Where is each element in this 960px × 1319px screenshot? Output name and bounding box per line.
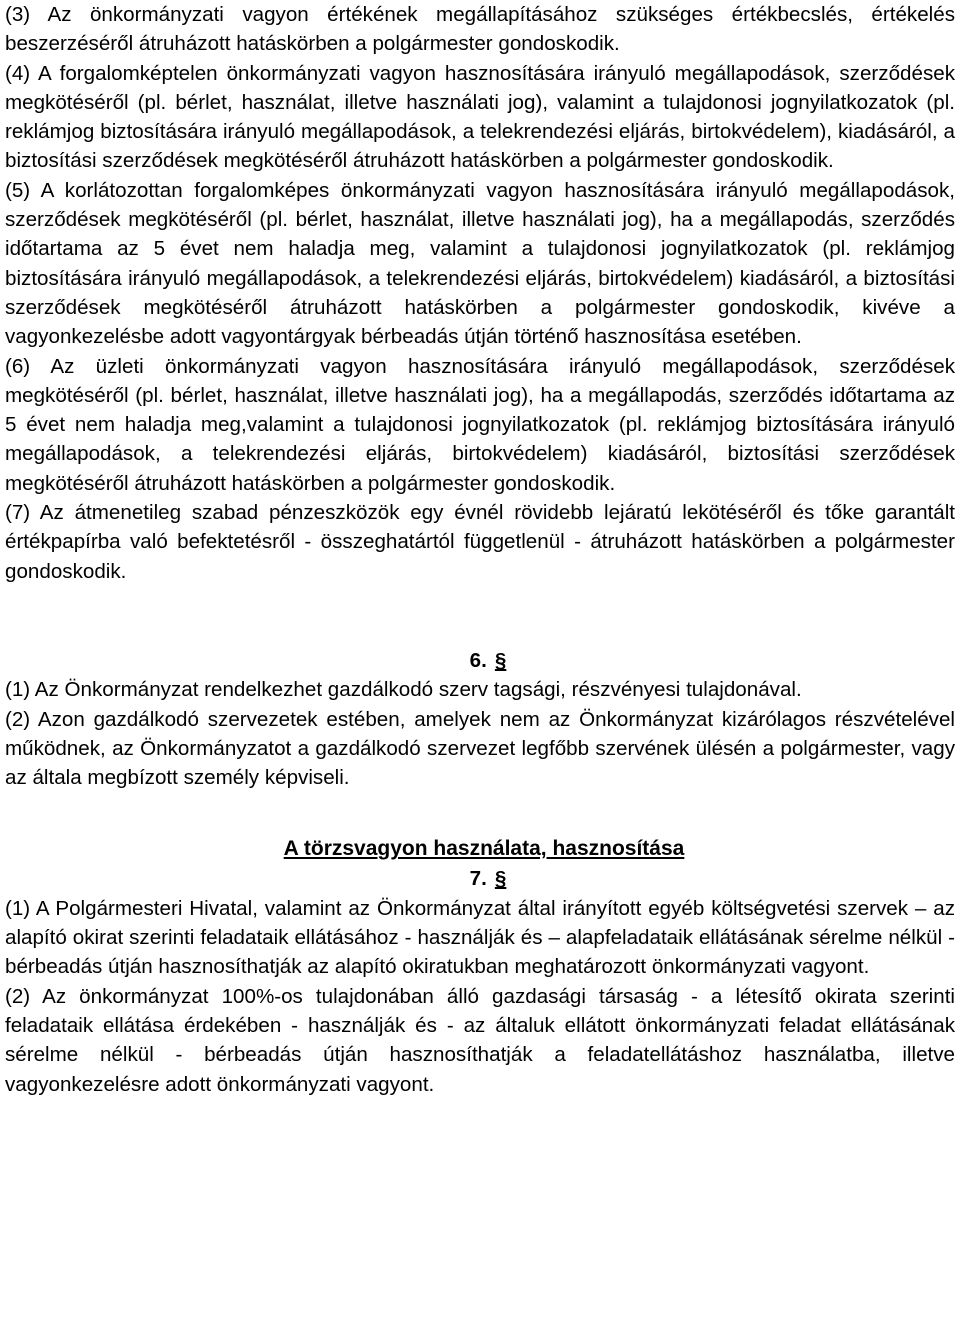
- section-sign-icon: §: [494, 867, 507, 891]
- section-6-number-text: 6.: [469, 648, 487, 672]
- section-7-paragraph-1: (1) A Polgármesteri Hivatal, valamint az Önkormányzat által irányított egyéb költségvetési szervek – az alapító okirat szerinti feladataik ellátásához - használják és – alapfeladataik ellátásának sérelme nélkül - bérbeadás útján hasznosíthatják az alapító okiratukban meghatározott önkormányzati vagyont.: [5, 896, 955, 979]
- section-7-number: [5, 864, 955, 893]
- section-6-number: [5, 646, 955, 675]
- section-sign-icon: §: [494, 648, 507, 672]
- document-page: [5, 0, 955, 1099]
- section-heading: A törzsvagyon használata, hasznosítása: [283, 837, 685, 861]
- spacer: [5, 792, 955, 834]
- spacer: [5, 586, 955, 646]
- section-6-paragraph-1: (1) Az Önkormányzat rendelkezhet gazdálkodó szerv tagsági, részvényesi tulajdonával.: [5, 678, 802, 702]
- section-6-paragraph-2: (2) Azon gazdálkodó szervezetek estében, amelyek nem az Önkormányzat kizárólagos részvételével működnek, az Önkormányzatot a gazdálkodó szervezet legfőbb szervének ülésén a polgármester, vagy az általa megbízott személy képviseli.: [5, 707, 955, 790]
- paragraph-3: (3) Az önkormányzati vagyon értékének megállapításához szükséges értékbecslés, értékelés beszerzéséről átruházott hatáskörben a polgármester gondoskodik.: [5, 3, 955, 56]
- paragraph-5: (5) A korlátozottan forgalomképes önkormányzati vagyon hasznosítására irányuló megállapodások, szerződések megkötéséről (pl. bérlet, használat, illetve használati jog), ha a megállapodás, szerződés időtartama az 5 évet nem haladja meg, valamint a tulajdonosi jognyilatkozatok (pl. reklámjog biztosítására irányuló megállapodások, a telekrendezési eljárás, birtokvédelem) kiadásáról, a biztosítási szerződések megkötéséről átruházott hatáskörben a polgármester gondoskodik, kivéve a vagyonkezelésbe adott vagyontárgyak bérbeadás útján történő hasznosítása esetében.: [5, 178, 955, 349]
- paragraph-4: (4) A forgalomképtelen önkormányzati vagyon hasznosítására irányuló megállapodások, szerződések megkötéséről (pl. bérlet, használat, illetve használati jog), valamint a tulajdonosi jognyilatkozatok (pl. reklámjog biztosítására irányuló megállapodások, a telekrendezési eljárás, birtokvédelem), kiadásáról, a biztosítási szerződések megkötéséről átruházott hatáskörben a polgármester gondoskodik.: [5, 61, 955, 173]
- section-7-paragraph-2: (2) Az önkormányzat 100%-os tulajdonában álló gazdasági társaság - a létesítő okirata szerinti feladataik ellátása érdekében - használják és - az általuk ellátott önkormányzati feladat ellátásának sérelme nélkül - bérbeadás útján hasznosíthatják a feladatellátáshoz használatba, illetve vagyonkezelésre adott önkormányzati vagyont.: [5, 984, 955, 1096]
- paragraph-7: (7) Az átmenetileg szabad pénzeszközök egy évnél rövidebb lejáratú lekötéséről és tőke garantált értékpapírba való befektetésről - összeghatártól függetlenül - átruházott hatáskörben a polgármester gondoskodik.: [5, 501, 955, 583]
- paragraph-6: (6) Az üzleti önkormányzati vagyon hasznosítására irányuló megállapodások, szerződések megkötéséről (pl. bérlet, használat, illetve használati jog), ha a megállapodás, szerződés időtartama az 5 évet nem haladja meg,valamint a tulajdonosi jognyilatkozatok (pl. reklámjog biztosítására irányuló megállapodások, a telekrendezési eljárás, birtokvédelem) kiadásáról, biztosítási szerződések megkötéséről átruházott hatáskörben a polgármester gondoskodik.: [5, 354, 955, 495]
- section-7-number-text: 7.: [469, 867, 487, 891]
